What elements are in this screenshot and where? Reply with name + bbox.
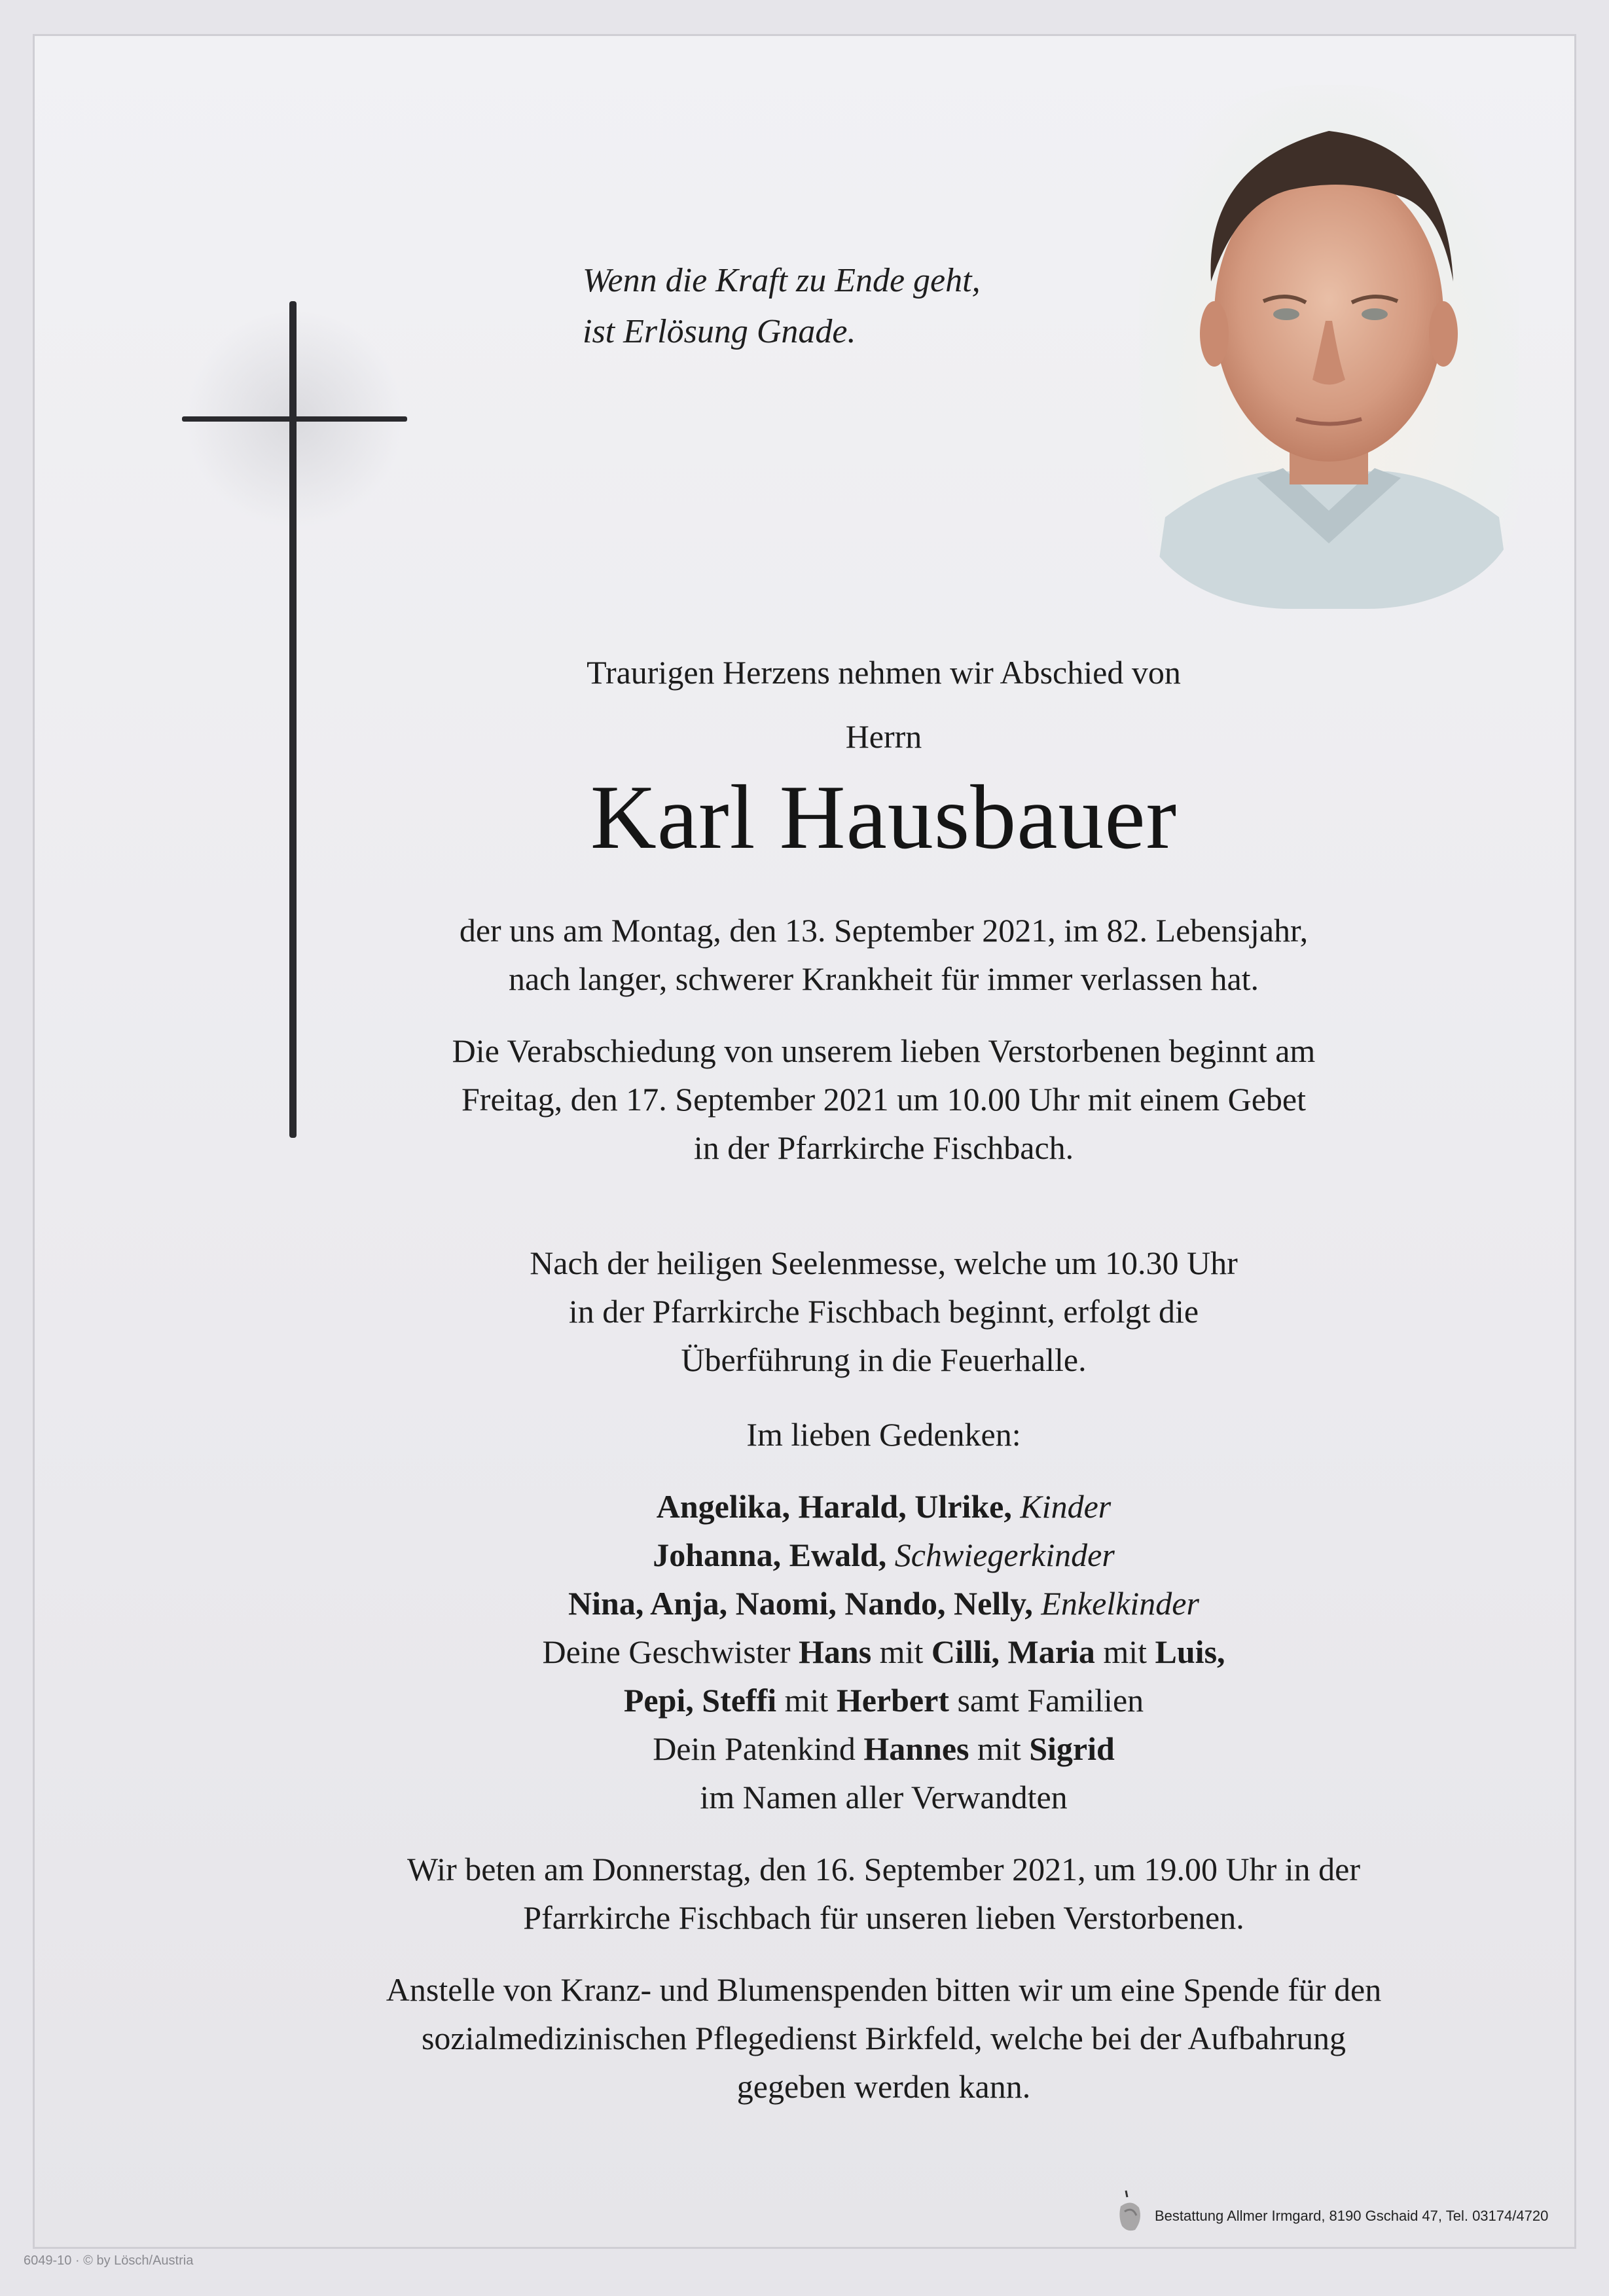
- grandchildren-names: Nina, Anja, Naomi, Nando, Nelly,: [568, 1585, 1033, 1622]
- text-line: in der Pfarrkirche Fischbach beginnt, erfolgt die: [568, 1293, 1199, 1330]
- quote-line: ist Erlösung Gnade.: [583, 313, 856, 350]
- sibling-partner: Cilli,: [931, 1633, 1000, 1670]
- family-line: [249, 1676, 1519, 1724]
- portrait-photo: [1139, 85, 1519, 609]
- godchild-prefix: Dein Patenkind: [653, 1730, 856, 1767]
- sibling-name: Hans: [799, 1633, 872, 1670]
- grandchildren-role: Enkelkinder: [1041, 1585, 1199, 1622]
- godchild-name: Hannes: [863, 1730, 969, 1767]
- family-line: [249, 1531, 1519, 1579]
- text-line: Pfarrkirche Fischbach für unseren lieben Verstorbenen.: [523, 1899, 1244, 1936]
- family-line: [249, 1579, 1519, 1628]
- text-line: Die Verabschiedung von unserem lieben Verstorbenen beginnt am: [452, 1032, 1316, 1069]
- children-role: Kinder: [1020, 1488, 1112, 1525]
- families: samt Familien: [957, 1682, 1144, 1719]
- text-line: Freitag, den 17. September 2021 um 10.00 Uhr mit einem Gebet: [461, 1081, 1306, 1118]
- sibling-name: Pepi,: [623, 1682, 694, 1719]
- text-line: Überführung in die Feuerhalle.: [681, 1341, 1087, 1378]
- sibling-partner: Herbert: [836, 1682, 949, 1719]
- connector: mit: [784, 1682, 829, 1719]
- sibling-partner: Luis,: [1155, 1633, 1225, 1670]
- text-line: Wir beten am Donnerstag, den 16. September 2021, um 19.00 Uhr in der: [407, 1851, 1360, 1887]
- text-line: Anstelle von Kranz- und Blumenspenden bitten wir um eine Spende für den: [386, 1971, 1382, 2008]
- family-list: [249, 1482, 1519, 1821]
- text-line: in der Pfarrkirche Fischbach.: [693, 1129, 1074, 1166]
- family-line: [249, 1628, 1519, 1676]
- godchild-partner: Sigrid: [1029, 1730, 1115, 1767]
- obituary-text: [249, 648, 1519, 2111]
- text-line: nach langer, schwerer Krankheit für immer verlassen hat.: [508, 960, 1259, 997]
- sibling-name: Steffi: [702, 1682, 777, 1719]
- text-line: gegeben werden kann.: [736, 2068, 1031, 2105]
- remembrance-heading: Im lieben Gedenken:: [746, 1416, 1021, 1453]
- inlaws-names: Johanna, Ewald,: [653, 1537, 887, 1573]
- quote: [583, 255, 1106, 357]
- connector: mit: [879, 1633, 924, 1670]
- text-line: sozialmedizinischen Pflegedienst Birkfeld, welche bei der Aufbahrung: [421, 2020, 1347, 2056]
- connector: mit: [1103, 1633, 1148, 1670]
- siblings-prefix: Deine Geschwister: [542, 1633, 791, 1670]
- death-paragraph: [249, 906, 1519, 1003]
- funeral-home-logo-icon: [1113, 2187, 1149, 2234]
- mass-paragraph: [249, 1239, 1519, 1384]
- donation-paragraph: [249, 1965, 1519, 2111]
- prayer-paragraph: [249, 1845, 1519, 1942]
- connector: mit: [977, 1730, 1021, 1767]
- print-code: 6049-10 · © by Lösch/Austria: [24, 2253, 194, 2268]
- family-line: [249, 1724, 1519, 1773]
- quote-line: Wenn die Kraft zu Ende geht,: [583, 262, 981, 299]
- deceased-name: Karl Hausbauer: [590, 767, 1178, 868]
- inlaws-role: Schwiegerkinder: [894, 1537, 1115, 1573]
- sibling-name: Maria: [1007, 1633, 1095, 1670]
- funeral-home-info: Bestattung Allmer Irmgard, 8190 Gschaid 47, Tel. 03174/4720: [1155, 2208, 1549, 2224]
- children-names: Angelika, Harald, Ulrike,: [656, 1488, 1012, 1525]
- text-line: Nach der heiligen Seelenmesse, welche um 10.30 Uhr: [530, 1245, 1238, 1281]
- text-line: der uns am Montag, den 13. September 2021, im 82. Lebensjahr,: [459, 912, 1309, 949]
- farewell-paragraph: [249, 1027, 1519, 1172]
- family-line: [249, 1482, 1519, 1531]
- relatives-line: im Namen aller Verwandten: [700, 1779, 1068, 1815]
- salutation: Herrn: [845, 718, 922, 755]
- intro: Traurigen Herzens nehmen wir Abschied von: [587, 654, 1181, 691]
